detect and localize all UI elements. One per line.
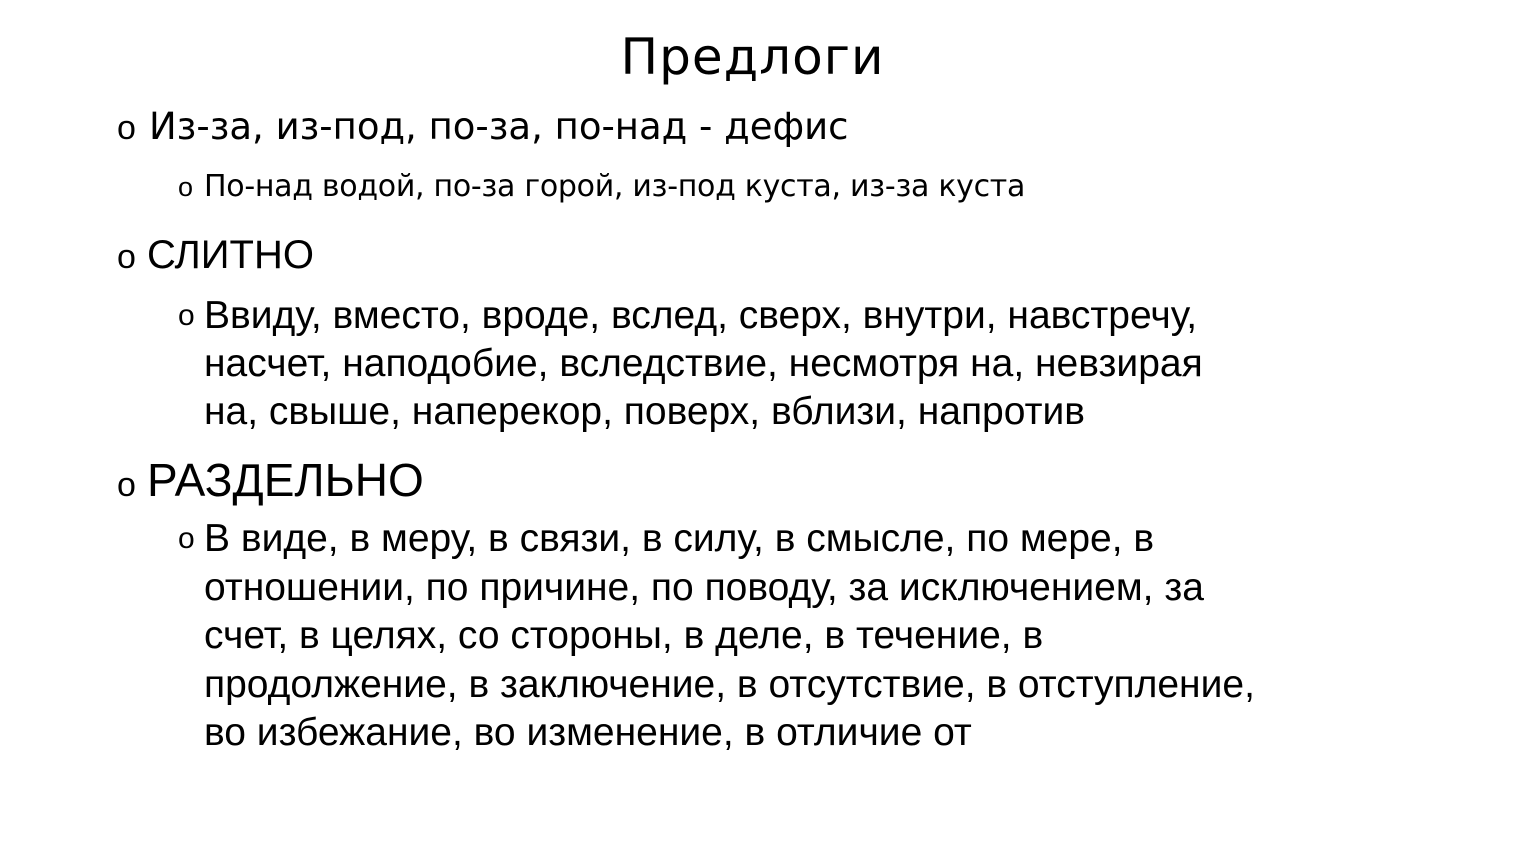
slide-title: Предлоги	[620, 28, 885, 86]
bullet-text: СЛИТНО	[147, 233, 314, 277]
text-line: насчет, наподобие, вследствие, несмотря на, невзирая	[204, 342, 1203, 385]
bullet-text: РАЗДЕЛЬНО	[147, 454, 424, 506]
bullet-icon: o	[178, 172, 194, 202]
bullet-item-hyphen	[117, 102, 849, 152]
bullet-text: Из-за, из-под, по-за, по-над - дефис	[149, 105, 849, 148]
bullet-item-separate	[117, 450, 424, 510]
bullet-text-block	[204, 515, 1255, 758]
bullet-item-together	[117, 228, 314, 282]
bullet-icon: o	[178, 299, 195, 332]
bullet-icon: o	[178, 522, 195, 555]
bullet-icon: o	[117, 238, 136, 276]
text-line: на, свыше, наперекор, поверх, вблизи, напротив	[204, 390, 1085, 433]
text-line: счет, в целях, со стороны, в деле, в течение, в	[204, 614, 1044, 657]
sub-bullet-item-hyphen-examples	[178, 166, 1025, 208]
bullet-text: По-над водой, по-за горой, из-под куста, из-за куста	[204, 169, 1026, 204]
bullet-text-block	[204, 292, 1203, 436]
text-line: продолжение, в заключение, в отсутствие, в отступление,	[204, 662, 1255, 706]
text-line: во избежание, во изменение, в отличие от	[204, 711, 972, 754]
text-line: отношении, по причине, по поводу, за исключением, за	[204, 565, 1204, 609]
bullet-icon: o	[117, 466, 136, 504]
text-line: В виде, в меру, в связи, в силу, в смысле, по мере, в	[204, 517, 1155, 560]
sub-bullet-item-separate-examples	[178, 515, 1255, 758]
bullet-icon: o	[117, 109, 136, 147]
sub-bullet-item-together-examples	[178, 292, 1203, 436]
text-line: Ввиду, вместо, вроде, вслед, сверх, внутри, навстречу,	[204, 294, 1198, 337]
